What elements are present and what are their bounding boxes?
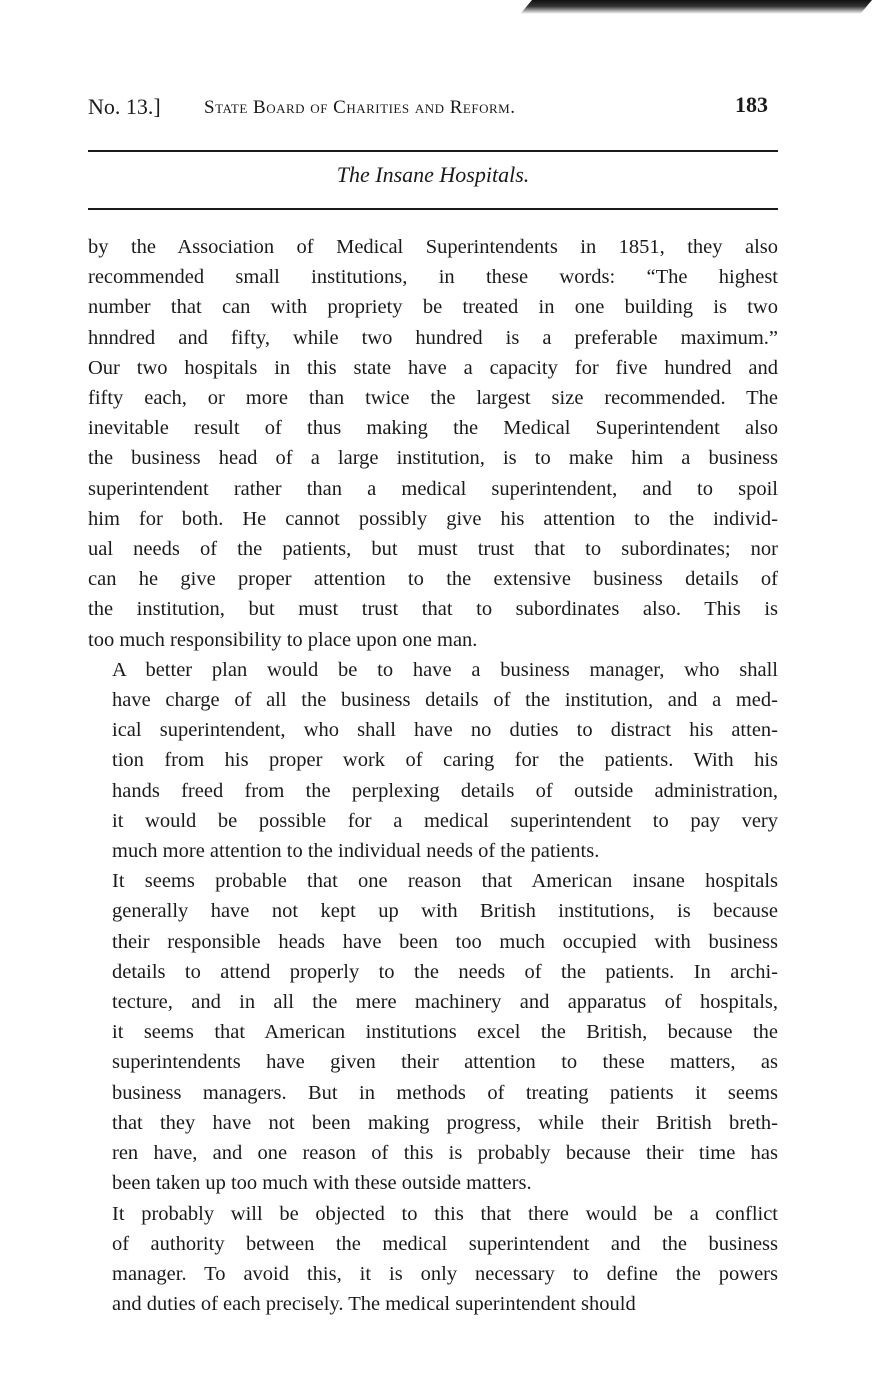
page-number: 183 [735,92,768,117]
body-text [88,232,778,1319]
text-line: generally have not kept up with British institutions, is because [112,900,778,923]
text-line: hands freed from the perplexing details of outside administration, [112,779,778,802]
text-line: much more attention to the individual needs of the patients. [112,840,600,863]
paragraph [88,232,778,655]
text-line: tecture, and in all the mere machinery and apparatus of hospitals, [112,991,778,1014]
running-title: State Board of Charities and Reform. [204,97,516,118]
text-line: inevitable result of thus making the Medical Superintendent also [88,417,778,440]
text-line: it seems that American institutions excel the British, because the [112,1021,778,1044]
text-line: ren have, and one reason of this is probably because their time has [112,1142,778,1165]
text-line: ual needs of the patients, but must trust that to subordinates; nor [88,538,778,561]
text-line: the business head of a large institution, is to make him a business [88,447,778,470]
text-line: that they have not been making progress, while their British breth- [112,1111,778,1134]
paragraph [88,655,778,866]
text-line: the institution, but must trust that to subordinates also. This is [88,598,778,621]
text-line: superintendents have given their attention to these matters, as [112,1051,778,1074]
header-rule-bottom [88,208,778,210]
text-line: their responsible heads have been too much occupied with business [112,930,778,953]
document-number: No. 13.] [88,94,161,119]
text-line: A better plan would be to have a business manager, who shall [112,658,778,681]
text-line: recommended small institutions, in these words: “The highest [88,266,778,289]
text-line: manager. To avoid this, it is only necessary to define the powers [112,1262,778,1285]
text-line: ical superintendent, who shall have no duties to distract his atten- [112,719,778,742]
text-line: number that can with propriety be treated in one building is two [88,296,778,319]
text-line: details to attend properly to the needs of the patients. In archi- [112,960,778,983]
text-line: too much responsibility to place upon one man. [88,628,478,651]
text-line: fifty each, or more than twice the largest size recommended. The [88,387,778,410]
text-line: have charge of all the business details of the institution, and a med- [112,689,778,712]
text-line: business managers. But in methods of treating patients it seems [112,1081,778,1104]
header-rule-top [88,150,778,152]
text-line: and duties of each precisely. The medical superintendent should [112,1293,636,1316]
text-line: It seems probable that one reason that American insane hospitals [112,870,778,893]
paragraph [88,866,778,1198]
paragraph [88,1199,778,1320]
text-line: superintendent rather than a medical superintendent, and to spoil [88,477,778,500]
text-line: of authority between the medical superintendent and the business [112,1232,778,1255]
text-line: It probably will be objected to this that there would be a conflict [112,1202,778,1225]
text-line: hnndred and fifty, while two hundred is a preferable maximum.” [88,326,778,349]
text-line: tion from his proper work of caring for the patients. With his [112,749,778,772]
text-line: by the Association of Medical Superintendents in 1851, they also [88,236,778,258]
text-line: Our two hospitals in this state have a capacity for five hundred and [88,356,778,379]
page-corner-shadow [520,0,872,14]
section-title: The Insane Hospitals. [336,162,530,187]
text-line: him for both. He cannot possibly give his attention to the individ- [88,507,778,530]
text-line: can he give proper attention to the extensive business details of [88,568,778,591]
running-head [88,88,778,128]
text-line: it would be possible for a medical superintendent to pay very [112,809,778,832]
text-line: been taken up too much with these outside matters. [112,1172,532,1195]
